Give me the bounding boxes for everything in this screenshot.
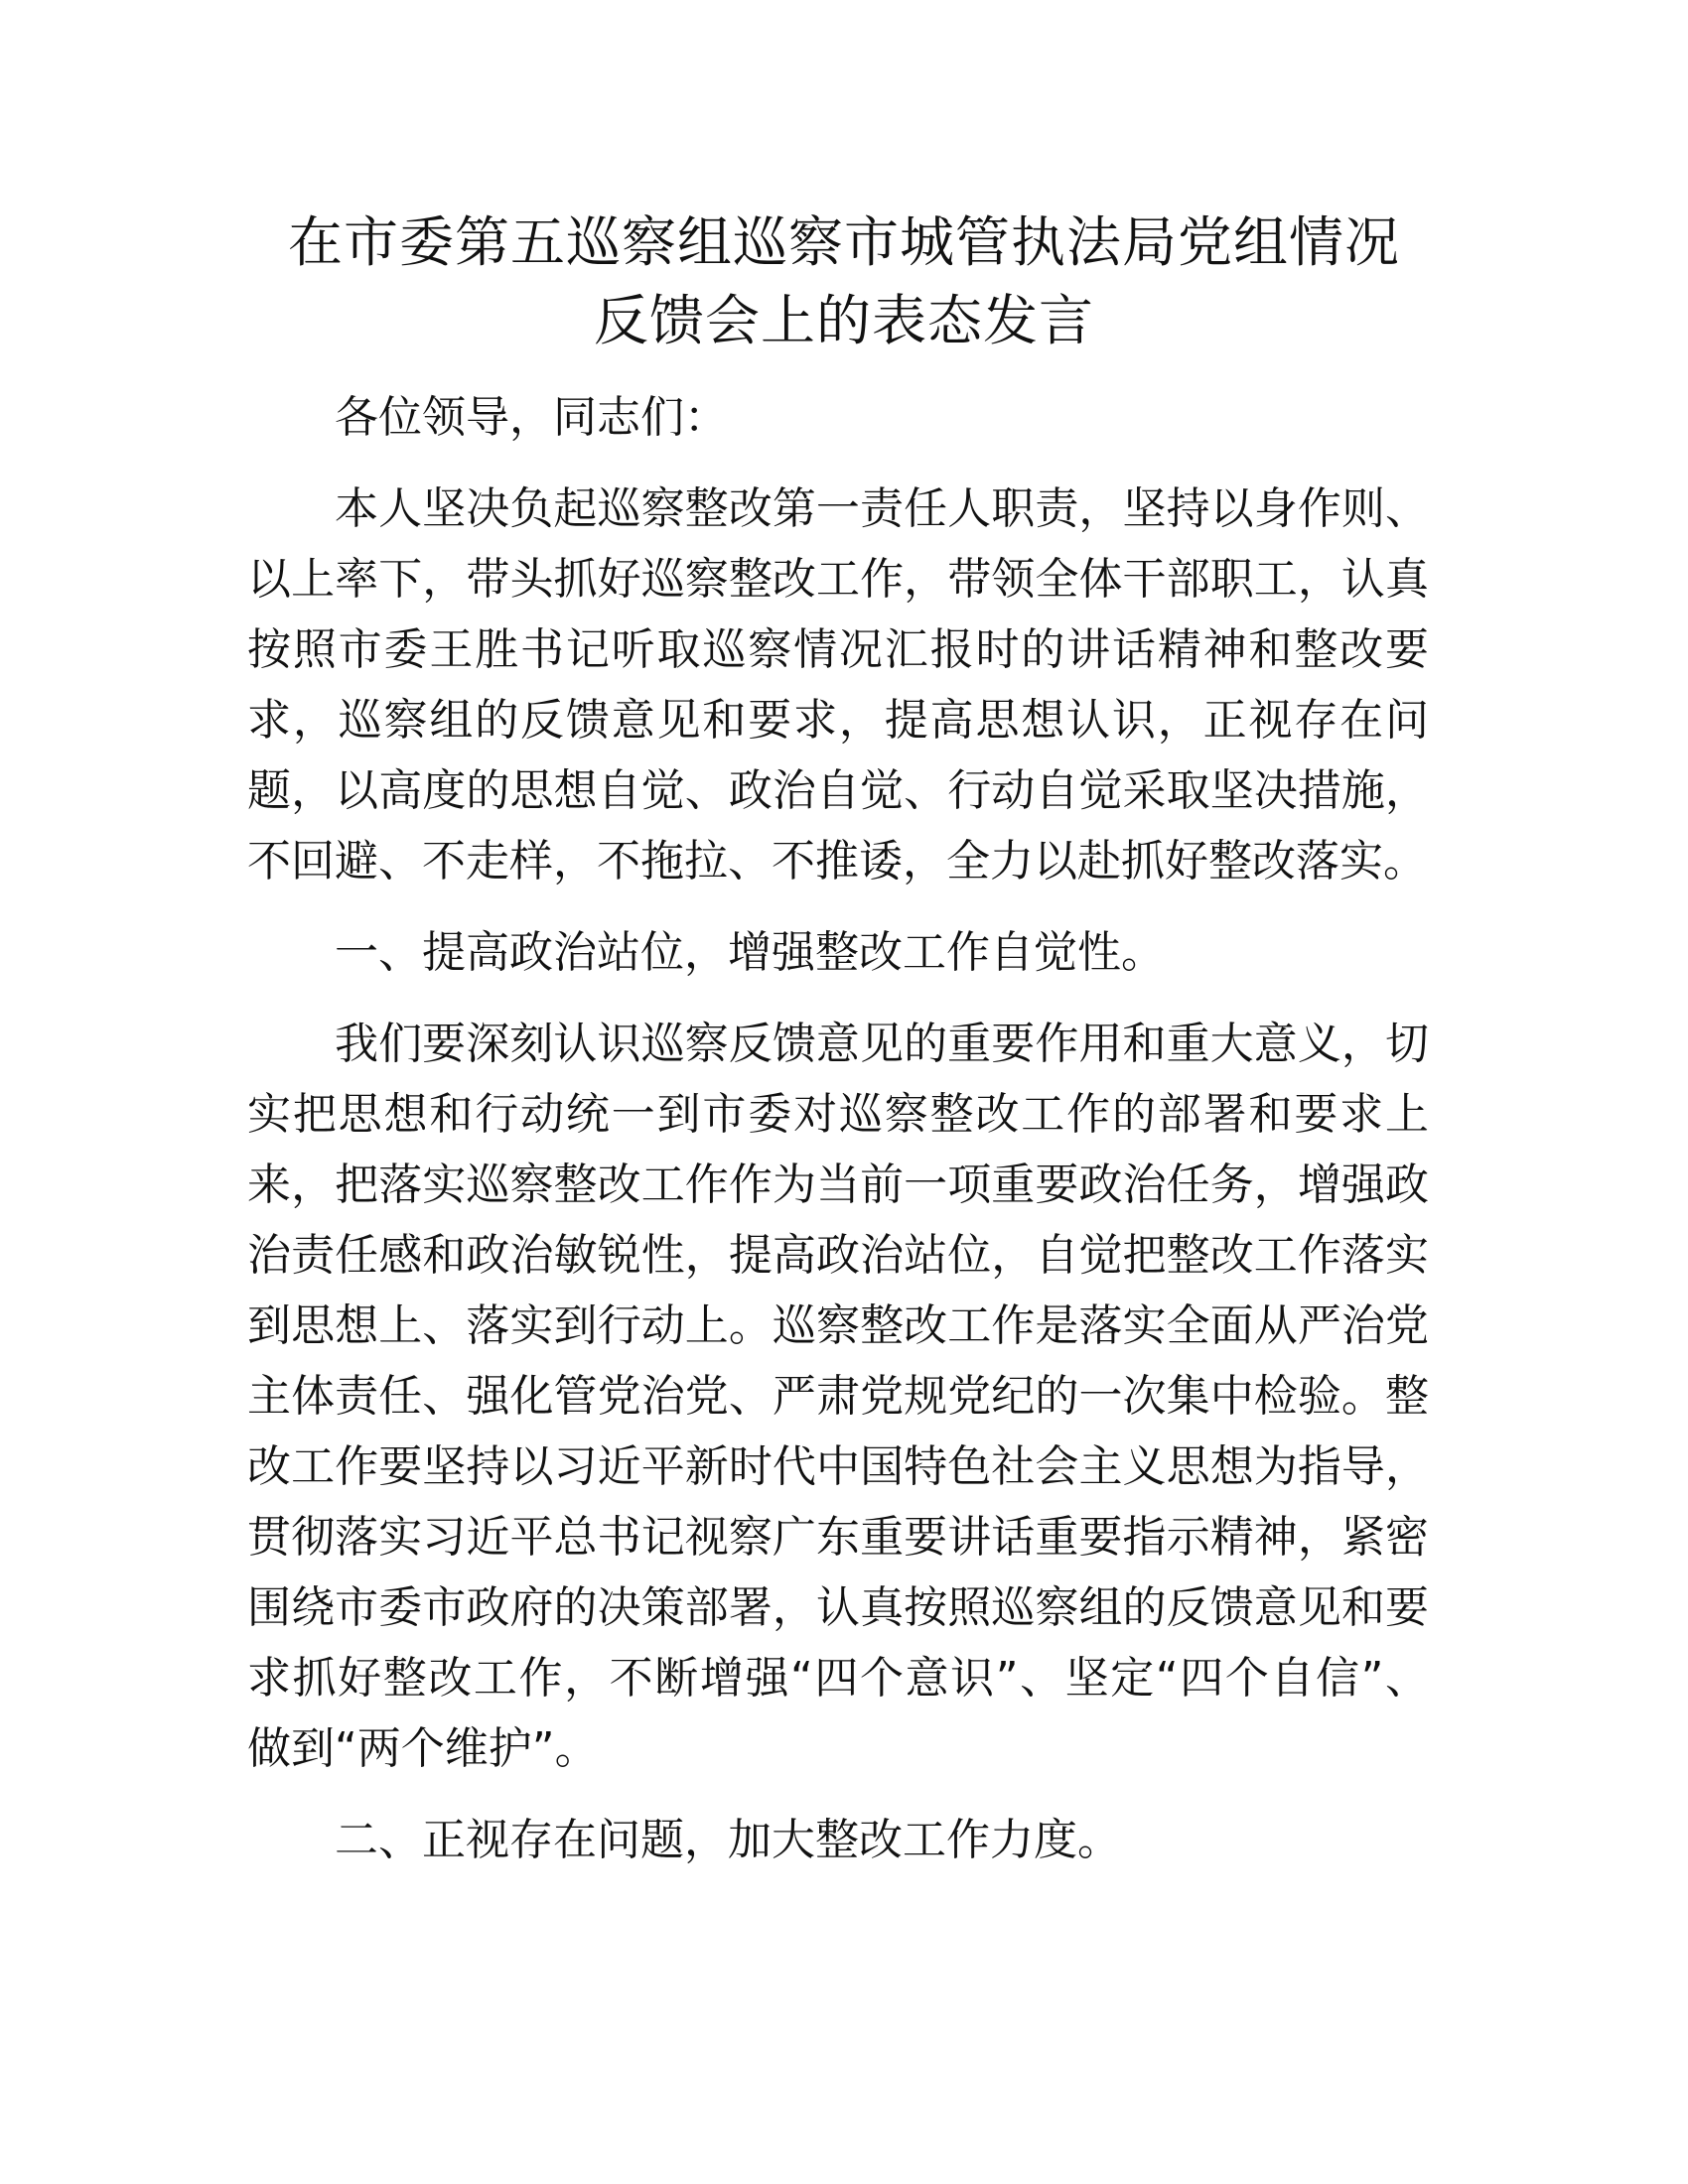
title-line-2: 反馈会上的表态发言	[593, 289, 1094, 352]
intro-paragraph: 本人坚决负起巡察整改第一责任人职责，坚持以身作则、以上率下，带头抓好巡察整改工作，带领全体干部职工，认真按照市委王胜书记听取巡察情况汇报时的讲话精神和整改要求，巡察组的反馈意见和要求，提高思想认识，正视存在问题，以高度的思想自觉、政治自觉、行动自觉采取坚决措施，不回避、不走样，不拖拉、不推诿，全力以赴抓好整改落实。	[247, 483, 1429, 887]
title-line-1: 在市委第五巡察组巡察市城管执法局党组情况	[287, 210, 1400, 274]
section-heading-1: 一、提高政治站位，增强整改工作自觉性。	[335, 927, 1165, 978]
section-paragraph-1: 我们要深刻认识巡察反馈意见的重要作用和重大意义，切实把思想和行动统一到市委对巡察整改工作的部署和要求上来，把落实巡察整改工作作为当前一项重要政治任务，增强政治责任感和政治敏锐性，提高政治站位，自觉把整改工作落实到思想上、落实到行动上。巡察整改工作是落实全面从严治党主体责任、强化管党治党、严肃党规党纪的一次集中检验。整改工作要坚持以习近平新时代中国特色社会主义思想为指导，贯彻落实习近平总书记视察广东重要讲话重要指示精神，紧密围绕市委市政府的决策部署，认真按照巡察组的反馈意见和要求抓好整改工作，不断增强“四个意识”、坚定“四个自信”、做到“两个维护”。	[247, 1019, 1429, 1774]
document-body	[247, 382, 1429, 1875]
document-title	[199, 204, 1489, 360]
section-heading-2: 二、正视存在问题，加大整改工作力度。	[335, 1815, 1121, 1865]
greeting: 各位领导，同志们：	[335, 392, 728, 443]
